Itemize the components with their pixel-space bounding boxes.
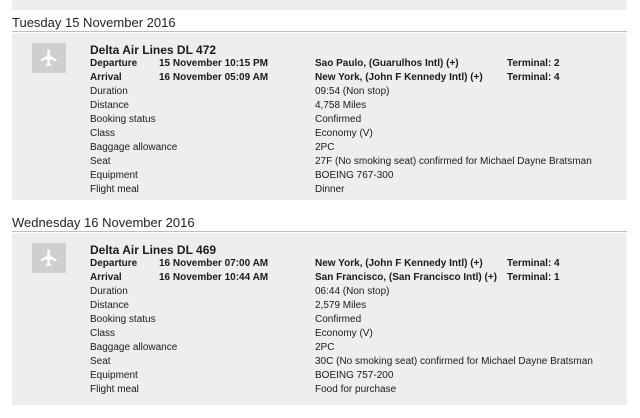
departure-label: Departure [90, 258, 138, 269]
detail-label: Seat [90, 356, 111, 367]
detail-label: Equipment [90, 370, 138, 381]
day-divider [12, 231, 627, 232]
detail-label: Distance [90, 100, 129, 111]
arrival-label: Arrival [90, 72, 122, 83]
detail-value: 27F (No smoking seat) confirmed for Michael Dayne Bratsman [315, 156, 592, 167]
detail-row [12, 169, 627, 183]
detail-value: 30C (No smoking seat) confirmed for Michael Dayne Bratsman [315, 356, 593, 367]
arrival-row [12, 271, 627, 285]
detail-row [12, 355, 627, 369]
arrival-terminal: Terminal: 4 [507, 72, 560, 83]
previous-card-edge [12, 0, 627, 10]
arrival-label: Arrival [90, 272, 122, 283]
detail-row [12, 285, 627, 299]
arrival-airport: San Francisco, (San Francisco Intl) (+) [315, 272, 497, 283]
detail-label: Equipment [90, 170, 138, 181]
arrival-row [12, 71, 627, 85]
detail-label: Booking status [90, 314, 156, 325]
detail-value: BOEING 757-200 [315, 370, 394, 381]
detail-value: 2PC [315, 342, 335, 353]
detail-label: Duration [90, 86, 128, 97]
detail-label: Class [90, 328, 116, 339]
day-divider [12, 31, 627, 32]
departure-time: 16 November 07:00 AM [159, 258, 269, 269]
detail-row [12, 183, 627, 197]
detail-value: 4,758 Miles [315, 100, 367, 111]
detail-row [12, 155, 627, 169]
detail-value: 2,579 Miles [315, 300, 367, 311]
detail-label: Booking status [90, 114, 156, 125]
detail-label: Baggage allowance [90, 142, 178, 153]
flight-card [12, 33, 627, 200]
detail-row [12, 99, 627, 113]
flight-card [12, 233, 627, 405]
detail-row [12, 341, 627, 355]
day-heading: Tuesday 15 November 2016 [12, 15, 176, 30]
arrival-airport: New York, (John F Kennedy Intl) (+) [315, 72, 483, 83]
arrival-time: 16 November 05:09 AM [159, 72, 269, 83]
departure-airport: New York, (John F Kennedy Intl) (+) [315, 258, 483, 269]
detail-label: Duration [90, 286, 128, 297]
departure-row [12, 257, 627, 271]
detail-row [12, 127, 627, 141]
detail-value: Economy (V) [315, 328, 373, 339]
flight-title: Delta Air Lines DL 469 [90, 243, 217, 257]
detail-value: 09:54 (Non stop) [315, 86, 390, 97]
detail-value: Confirmed [315, 314, 362, 325]
detail-row [12, 299, 627, 313]
detail-label: Flight meal [90, 384, 139, 395]
detail-value: 06:44 (Non stop) [315, 286, 390, 297]
departure-row [12, 57, 627, 71]
detail-value: 2PC [315, 142, 335, 153]
arrival-time: 16 November 10:44 AM [159, 272, 269, 283]
detail-row [12, 85, 627, 99]
detail-row [12, 113, 627, 127]
departure-label: Departure [90, 58, 138, 69]
arrival-terminal: Terminal: 1 [507, 272, 560, 283]
departure-terminal: Terminal: 2 [507, 58, 560, 69]
departure-time: 15 November 10:15 PM [159, 58, 268, 69]
detail-row [12, 327, 627, 341]
detail-value: BOEING 767-300 [315, 170, 394, 181]
departure-airport: Sao Paulo, (Guarulhos Intl) (+) [315, 58, 459, 69]
detail-value: Dinner [315, 184, 345, 195]
detail-row [12, 141, 627, 155]
detail-value: Confirmed [315, 114, 362, 125]
flight-title: Delta Air Lines DL 472 [90, 43, 217, 57]
detail-row [12, 313, 627, 327]
detail-row [12, 383, 627, 397]
detail-row [12, 369, 627, 383]
detail-label: Class [90, 128, 116, 139]
detail-value: Food for purchase [315, 384, 397, 395]
departure-terminal: Terminal: 4 [507, 258, 560, 269]
detail-label: Flight meal [90, 184, 139, 195]
detail-label: Distance [90, 300, 129, 311]
detail-label: Baggage allowance [90, 342, 178, 353]
detail-value: Economy (V) [315, 128, 373, 139]
day-heading: Wednesday 16 November 2016 [12, 215, 195, 230]
detail-label: Seat [90, 156, 111, 167]
